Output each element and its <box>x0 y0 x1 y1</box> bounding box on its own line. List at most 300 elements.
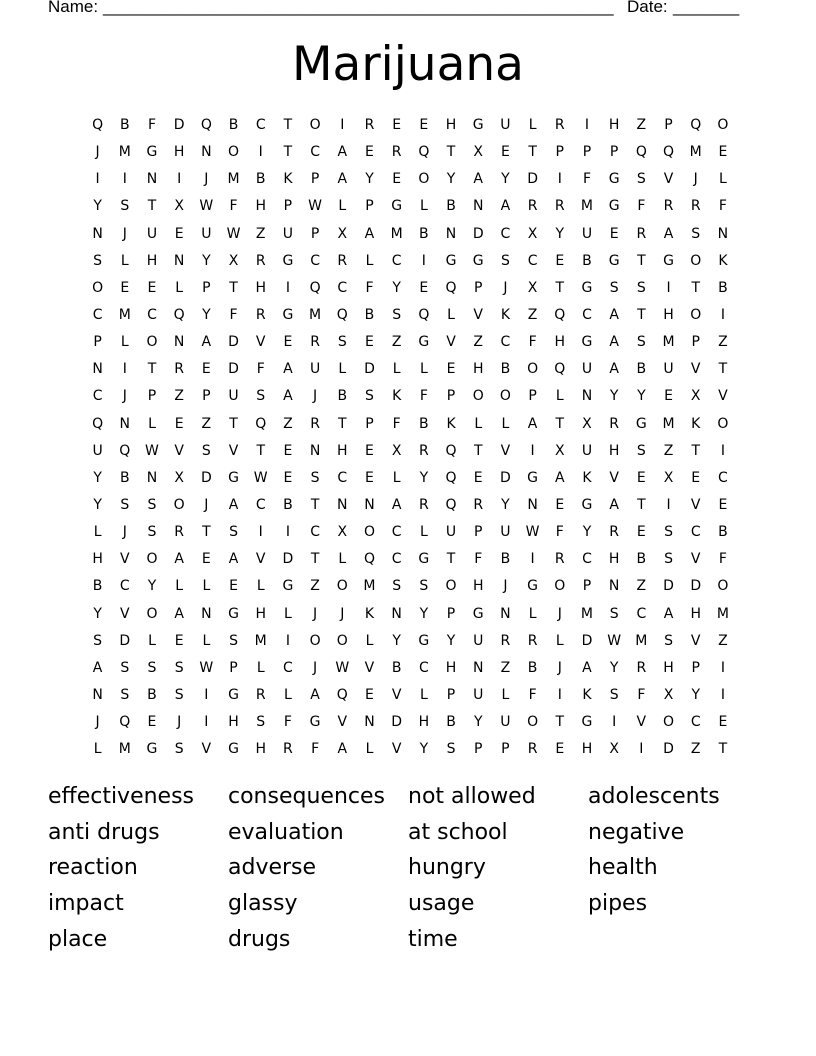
grid-letter: C <box>500 225 511 242</box>
grid-letter: H <box>445 117 457 133</box>
grid-letter: E <box>419 279 429 296</box>
grid-letter: C <box>337 469 348 486</box>
grid-letter: I <box>204 686 209 703</box>
grid-letter: N <box>92 361 103 378</box>
grid-letter: Y <box>147 578 157 595</box>
grid-letter: Z <box>473 334 484 351</box>
grid-letter: J <box>204 496 209 513</box>
grid-letter: W <box>607 632 622 649</box>
grid-letter: T <box>283 117 293 133</box>
grid-letter: G <box>146 144 158 161</box>
grid-letter: E <box>419 117 429 133</box>
grid-letter: J <box>204 171 209 188</box>
grid-letter: F <box>528 334 537 351</box>
grid-letter: S <box>337 334 347 351</box>
grid-letter: I <box>258 524 263 541</box>
grid-letter: G <box>472 605 484 622</box>
grid-letter: Q <box>445 442 457 459</box>
grid-letter: U <box>309 361 321 378</box>
grid-letter: L <box>419 524 428 541</box>
grid-letter: D <box>119 632 131 649</box>
grid-letter: H <box>228 714 239 731</box>
grid-letter: T <box>637 306 646 323</box>
grid-letter: I <box>584 117 590 133</box>
grid-letter: A <box>554 469 565 486</box>
grid-letter: C <box>337 279 348 296</box>
grid-letter: G <box>418 551 430 568</box>
grid-letter: Y <box>609 388 619 405</box>
grid-letter: A <box>337 171 348 188</box>
grid-letter: G <box>527 578 539 595</box>
grid-letter: G <box>608 252 620 269</box>
grid-letter: S <box>609 605 619 622</box>
grid-letter: Z <box>391 334 402 351</box>
grid-letter: Y <box>365 171 374 188</box>
grid-letter: U <box>228 388 239 405</box>
grid-letter: Y <box>93 605 102 622</box>
grid-letter: Y <box>555 225 565 242</box>
grid-letter: G <box>635 415 647 432</box>
grid-letter: B <box>119 117 130 133</box>
grid-letter: D <box>364 361 375 378</box>
grid-letter: D <box>663 741 674 758</box>
grid-letter: O <box>717 578 729 595</box>
grid-letter: R <box>554 198 565 215</box>
grid-letter: S <box>120 198 130 215</box>
grid-letter: C <box>310 252 320 269</box>
grid-letter: F <box>474 551 483 568</box>
grid-letter: Y <box>392 632 401 649</box>
word-item: drugs <box>228 926 291 952</box>
grid-letter: L <box>148 632 156 649</box>
grid-letter: Y <box>419 741 429 758</box>
date-label: Date: <box>627 0 668 16</box>
grid-letter: N <box>500 605 511 622</box>
grid-letter: A <box>174 605 184 622</box>
grid-letter: I <box>285 524 290 541</box>
grid-letter: T <box>446 144 456 161</box>
grid-letter: W <box>335 659 350 676</box>
grid-letter: P <box>582 144 592 161</box>
grid-letter: G <box>228 741 239 758</box>
grid-row <box>84 413 737 440</box>
grid-letter: L <box>93 741 102 758</box>
grid-letter: I <box>666 279 671 296</box>
grid-letter: L <box>338 361 347 378</box>
grid-letter: S <box>392 306 402 323</box>
grid-letter: T <box>528 144 537 161</box>
grid-letter: E <box>147 714 157 731</box>
grid-letter: C <box>636 605 647 622</box>
grid-letter: J <box>95 144 100 161</box>
word-item: adverse <box>228 855 317 881</box>
grid-letter: I <box>530 551 535 568</box>
grid-letter: S <box>120 686 130 703</box>
grid-letter: H <box>554 334 566 351</box>
grid-letter: Q <box>445 469 457 486</box>
grid-letter: N <box>527 496 538 513</box>
word-column <box>588 779 768 922</box>
grid-letter: P <box>365 415 374 432</box>
grid-letter: G <box>418 632 430 649</box>
grid-letter: I <box>612 714 617 731</box>
grid-letter: S <box>93 632 103 649</box>
grid-letter: G <box>472 252 484 269</box>
grid-letter: A <box>609 361 619 378</box>
grid-letter: R <box>283 741 293 758</box>
grid-letter: E <box>500 144 510 161</box>
grid-letter: L <box>202 578 211 595</box>
grid-letter: Y <box>93 469 102 486</box>
grid-letter: B <box>92 578 103 595</box>
grid-letter: Z <box>718 632 728 649</box>
grid-letter: O <box>418 171 430 188</box>
grid-letter: U <box>282 225 294 242</box>
grid-letter: F <box>582 171 591 188</box>
grid-letter: G <box>527 469 539 486</box>
grid-letter: J <box>177 714 182 731</box>
grid-letter: J <box>313 659 318 676</box>
grid-letter: Q <box>92 117 104 133</box>
grid-letter: S <box>500 252 510 269</box>
grid-letter: Z <box>255 225 266 242</box>
grid-letter: P <box>310 225 320 242</box>
grid-letter: T <box>310 496 320 513</box>
grid-letter: T <box>555 714 565 731</box>
grid-letter: T <box>718 741 728 758</box>
grid-letter: Q <box>554 361 566 378</box>
grid-letter: S <box>229 524 238 541</box>
grid-letter: P <box>501 741 510 758</box>
grid-letter: C <box>391 551 402 568</box>
grid-letter: Q <box>173 306 185 323</box>
grid-letter: I <box>720 686 725 703</box>
grid-letter: Q <box>119 442 131 459</box>
grid-letter: D <box>173 117 185 133</box>
grid-letter: S <box>636 334 646 351</box>
grid-letter: F <box>147 117 156 133</box>
grid-letter: C <box>119 578 130 595</box>
grid-row <box>84 630 737 657</box>
grid-letter: B <box>337 388 348 405</box>
grid-letter: N <box>472 659 484 676</box>
grid-letter: E <box>201 551 211 568</box>
grid-letter: B <box>228 117 239 133</box>
grid-letter: G <box>581 714 593 731</box>
word-item: negative <box>588 819 685 845</box>
grid-letter: E <box>691 469 701 486</box>
grid-letter: G <box>228 469 239 486</box>
grid-letter: V <box>473 306 483 323</box>
header <box>48 0 748 19</box>
grid-letter: C <box>92 306 103 323</box>
grid-letter: J <box>503 279 508 296</box>
grid-letter: E <box>664 388 673 405</box>
grid-letter: O <box>527 361 539 378</box>
grid-letter: O <box>146 334 158 351</box>
grid-letter: S <box>446 741 456 758</box>
grid-letter: S <box>147 496 157 513</box>
grid-letter: P <box>473 741 483 758</box>
grid-letter: N <box>92 686 103 703</box>
grid-letter: L <box>447 306 455 323</box>
grid-letter: O <box>146 605 158 622</box>
grid-letter: S <box>174 741 184 758</box>
grid-letter: R <box>554 117 565 133</box>
grid-letter: A <box>391 496 402 513</box>
grid-letter: P <box>446 605 456 622</box>
grid-letter: U <box>663 361 674 378</box>
grid-letter: T <box>310 551 320 568</box>
grid-letter: P <box>283 198 293 215</box>
grid-letter: L <box>419 198 428 215</box>
grid-letter: U <box>581 442 593 459</box>
grid-letter: S <box>120 659 130 676</box>
grid-letter: J <box>122 225 127 242</box>
grid-letter: Q <box>92 415 104 432</box>
grid-letter: M <box>716 605 729 622</box>
grid-letter: I <box>666 496 671 513</box>
grid-letter: C <box>92 388 103 405</box>
grid-letter: U <box>581 361 593 378</box>
grid-letter: B <box>582 252 592 269</box>
grid-letter: I <box>122 171 127 188</box>
grid-row <box>84 575 737 602</box>
grid-letter: D <box>527 171 538 188</box>
grid-letter: O <box>336 578 348 595</box>
grid-letter: N <box>201 144 212 161</box>
grid-letter: L <box>365 632 374 649</box>
grid-letter: R <box>255 252 266 269</box>
grid-letter: P <box>691 334 700 351</box>
grid-letter: H <box>146 252 158 269</box>
grid-letter: V <box>391 686 402 703</box>
grid-letter: E <box>174 415 184 432</box>
grid-letter: X <box>582 415 592 432</box>
grid-letter: R <box>609 524 620 541</box>
grid-letter: B <box>419 225 429 242</box>
grid-letter: S <box>229 632 238 649</box>
grid-letter: Y <box>202 306 211 323</box>
word-column <box>48 779 228 958</box>
grid-letter: C <box>690 524 701 541</box>
grid-letter: Z <box>310 578 320 595</box>
grid-letter: T <box>338 415 347 432</box>
grid-letter: R <box>527 198 538 215</box>
grid-row <box>84 195 737 222</box>
grid-letter: Y <box>637 388 646 405</box>
grid-letter: Z <box>174 388 184 405</box>
grid-letter: I <box>285 632 290 649</box>
grid-letter: N <box>581 388 593 405</box>
grid-letter: H <box>255 741 266 758</box>
grid-letter: T <box>691 279 700 296</box>
grid-letter: J <box>693 171 698 188</box>
grid-letter: A <box>582 659 592 676</box>
grid-letter: J <box>557 659 562 676</box>
grid-letter: P <box>473 279 483 296</box>
grid-letter: E <box>174 632 184 649</box>
grid-letter: L <box>555 388 564 405</box>
grid-letter: L <box>120 334 129 351</box>
grid-letter: M <box>580 198 594 215</box>
grid-letter: G <box>146 741 158 758</box>
grid-letter: T <box>446 551 456 568</box>
grid-letter: Q <box>418 306 430 323</box>
grid-letter: S <box>256 388 266 405</box>
grid-letter: Y <box>202 252 211 269</box>
grid-letter: L <box>365 741 374 758</box>
grid-letter: L <box>284 686 292 703</box>
grid-letter: B <box>500 361 511 378</box>
grid-letter: W <box>253 469 268 486</box>
grid-letter: B <box>147 686 157 703</box>
grid-letter: I <box>720 659 725 676</box>
grid-letter: M <box>309 306 322 323</box>
grid-letter: N <box>337 496 348 513</box>
grid-letter: L <box>419 686 428 703</box>
grid-letter: V <box>500 442 511 459</box>
grid-letter: V <box>337 714 348 731</box>
grid-letter: O <box>527 714 539 731</box>
grid-letter: T <box>691 442 700 459</box>
grid-row <box>84 684 737 711</box>
grid-letter: C <box>283 659 293 676</box>
grid-letter: C <box>255 496 266 513</box>
grid-letter: B <box>119 469 130 486</box>
grid-letter: Y <box>582 524 592 541</box>
grid-letter: X <box>337 225 348 242</box>
grid-letter: T <box>473 442 483 459</box>
grid-letter: D <box>690 578 702 595</box>
name-blank-line: ______________________________________________________ <box>103 0 614 16</box>
grid-letter: S <box>636 279 646 296</box>
grid-letter: T <box>147 361 157 378</box>
grid-letter: L <box>365 252 374 269</box>
grid-letter: V <box>228 442 239 459</box>
grid-letter: L <box>175 279 184 296</box>
grid-letter: G <box>581 279 593 296</box>
name-label: Name: <box>48 0 99 16</box>
grid-row <box>84 657 737 684</box>
grid-letter: S <box>365 388 374 405</box>
grid-letter: G <box>391 198 403 215</box>
grid-letter: Q <box>663 144 675 161</box>
grid-letter: J <box>557 605 562 622</box>
grid-letter: I <box>204 714 209 731</box>
grid-letter: R <box>310 415 320 432</box>
grid-letter: N <box>445 225 457 242</box>
grid-letter: Q <box>445 496 457 513</box>
grid-letter: B <box>419 415 429 432</box>
grid-letter: E <box>147 279 157 296</box>
grid-letter: A <box>283 388 293 405</box>
grid-row <box>84 494 737 521</box>
word-item: pipes <box>588 891 648 917</box>
grid-letter: F <box>555 524 564 541</box>
grid-row <box>84 467 737 494</box>
grid-letter: R <box>473 496 484 513</box>
grid-letter: N <box>173 252 185 269</box>
grid-row <box>84 141 737 168</box>
grid-letter: E <box>283 334 293 351</box>
grid-letter: D <box>228 361 239 378</box>
grid-letter: M <box>254 632 267 649</box>
grid-letter: H <box>663 306 674 323</box>
grid-letter: S <box>174 686 184 703</box>
grid-letter: S <box>636 442 646 459</box>
grid-letter: E <box>201 361 211 378</box>
grid-row <box>84 168 737 195</box>
grid-letter: O <box>146 551 158 568</box>
grid-letter: A <box>228 496 239 513</box>
grid-letter: C <box>147 306 157 323</box>
grid-letter: L <box>555 632 564 649</box>
grid-letter: O <box>363 524 375 541</box>
grid-row <box>84 521 737 548</box>
grid-letter: P <box>473 524 483 541</box>
grid-letter: I <box>557 171 562 188</box>
grid-letter: N <box>173 334 185 351</box>
grid-row <box>84 440 737 467</box>
grid-letter: L <box>175 578 184 595</box>
grid-letter: J <box>313 388 318 405</box>
grid-letter: X <box>174 469 184 486</box>
grid-letter: E <box>365 686 374 703</box>
grid-letter: Z <box>500 659 511 676</box>
grid-letter: L <box>256 659 265 676</box>
grid-letter: L <box>719 171 727 188</box>
grid-letter: L <box>148 415 156 432</box>
grid-letter: F <box>392 415 401 432</box>
grid-letter: S <box>664 632 673 649</box>
grid-letter: G <box>472 117 484 133</box>
grid-letter: X <box>527 225 538 242</box>
grid-letter: G <box>228 686 239 703</box>
grid-letter: A <box>663 605 674 622</box>
grid-letter: A <box>92 659 103 676</box>
grid-letter: U <box>500 117 511 133</box>
grid-letter: Y <box>609 659 619 676</box>
grid-letter: H <box>255 279 266 296</box>
grid-letter: G <box>282 306 294 323</box>
grid-letter: B <box>527 659 538 676</box>
grid-letter: V <box>663 171 674 188</box>
grid-letter: G <box>608 171 620 188</box>
grid-letter: H <box>92 551 103 568</box>
grid-letter: X <box>663 469 674 486</box>
grid-letter: F <box>311 741 320 758</box>
grid-letter: U <box>581 225 593 242</box>
grid-letter: I <box>285 279 290 296</box>
grid-letter: E <box>555 496 565 513</box>
grid-letter: S <box>609 686 619 703</box>
grid-letter: E <box>365 334 374 351</box>
grid-letter: H <box>581 741 593 758</box>
grid-row <box>84 711 737 738</box>
grid-letter: I <box>530 442 535 459</box>
grid-letter: S <box>691 225 701 242</box>
word-item: not allowed <box>408 784 536 809</box>
grid-letter: F <box>229 306 238 323</box>
grid-letter: D <box>228 334 239 351</box>
grid-letter: P <box>365 198 374 215</box>
word-item: usage <box>408 891 475 917</box>
grid-letter: A <box>310 686 320 703</box>
grid-letter: E <box>283 442 293 459</box>
grid-letter: A <box>337 741 348 758</box>
grid-letter: R <box>636 659 647 676</box>
